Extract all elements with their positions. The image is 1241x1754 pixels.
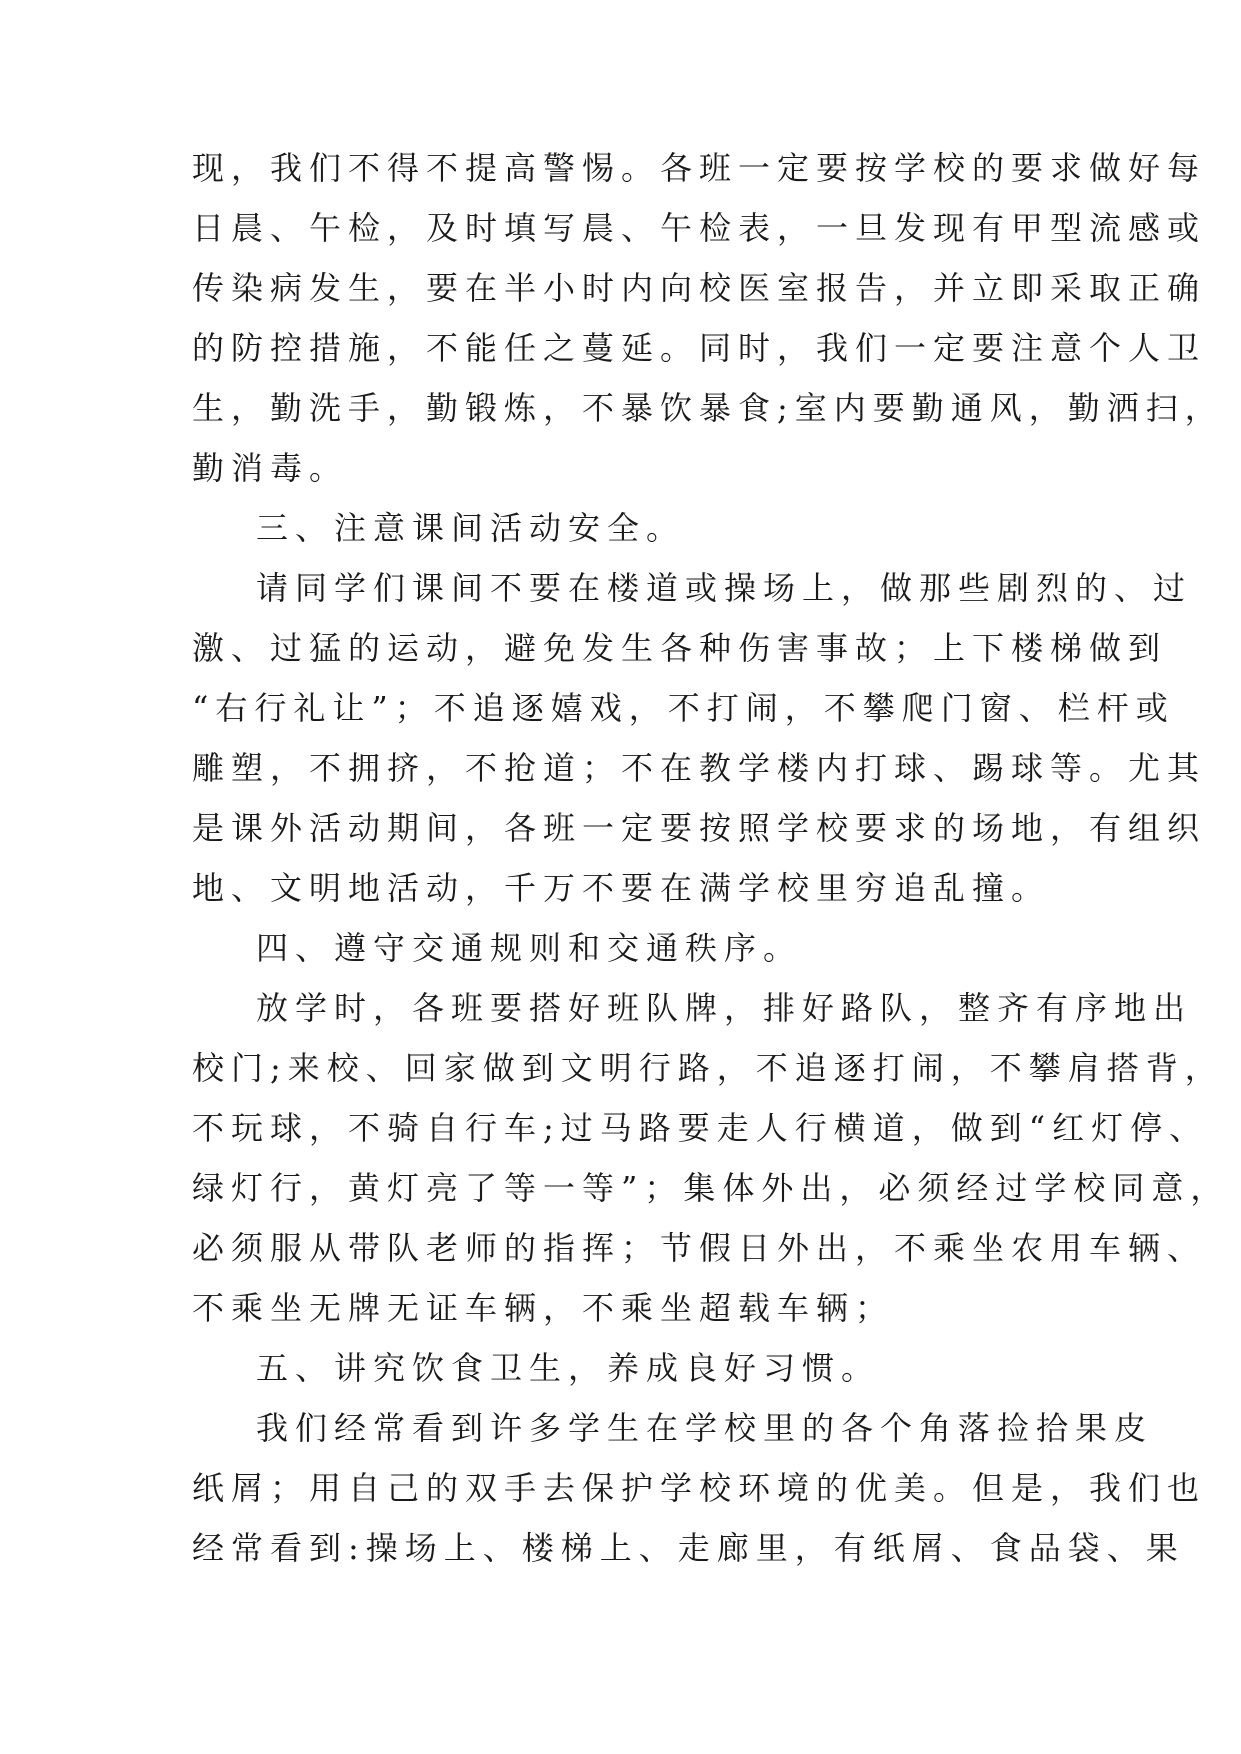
- text-line: 地、文明地活动，千万不要在满学校里穷追乱撞。: [192, 869, 1051, 907]
- section-heading: 四、遵守交通规则和交通秩序。: [256, 929, 803, 967]
- section-heading: 三、注意课间活动安全。: [256, 509, 686, 547]
- paragraph-first-line: 放学时，各班要搭好班队牌，排好路队，整齐有序地出: [256, 989, 1193, 1027]
- text-line: 雕塑，不拥挤，不抢道；不在教学楼内打球、踢球等。尤其: [192, 749, 1207, 787]
- text-line: 不玩球，不骑自行车;过马路要走人行横道，做到“红灯停、: [192, 1109, 1209, 1147]
- text-line: 绿灯行，黄灯亮了等一等”；集体外出，必须经过学校同意，: [192, 1169, 1230, 1207]
- text-line: 经常看到:操场上、楼梯上、走廊里，有纸屑、食品袋、果: [192, 1529, 1185, 1567]
- text-line: 必须服从带队老师的指挥；节假日外出，不乘坐农用车辆、: [192, 1229, 1207, 1267]
- text-line: 是课外活动期间，各班一定要按照学校要求的场地，有组织: [192, 809, 1207, 847]
- text-line: 校门;来校、回家做到文明行路，不追逐打闹，不攀肩搭背，: [192, 1049, 1224, 1087]
- text-line: 传染病发生，要在半小时内向校医室报告，并立即采取正确: [192, 269, 1207, 307]
- text-line: 勤消毒。: [192, 449, 349, 487]
- text-line: 日晨、午检，及时填写晨、午检表，一旦发现有甲型流感或: [192, 209, 1207, 247]
- text-line: “右行礼让”；不追逐嬉戏，不打闹，不攀爬门窗、栏杆或: [192, 689, 1175, 727]
- paragraph-first-line: 请同学们课间不要在楼道或操场上，做那些剧烈的、过: [256, 569, 1193, 607]
- text-line: 激、过猛的运动，避免发生各种伤害事故；上下楼梯做到: [192, 629, 1168, 667]
- text-line: 的防控措施，不能任之蔓延。同时，我们一定要注意个人卫: [192, 329, 1207, 367]
- text-line: 现，我们不得不提高警惕。各班一定要按学校的要求做好每: [192, 149, 1207, 187]
- text-line: 生，勤洗手，勤锻炼，不暴饮暴食;室内要勤通风，勤洒扫，: [192, 389, 1224, 427]
- section-heading: 五、讲究饮食卫生，养成良好习惯。: [256, 1349, 881, 1387]
- text-line: 不乘坐无牌无证车辆，不乘坐超载车辆；: [192, 1289, 895, 1327]
- text-line: 纸屑；用自己的双手去保护学校环境的优美。但是，我们也: [192, 1469, 1207, 1507]
- paragraph-first-line: 我们经常看到许多学生在学校里的各个角落捡拾果皮: [256, 1409, 1154, 1447]
